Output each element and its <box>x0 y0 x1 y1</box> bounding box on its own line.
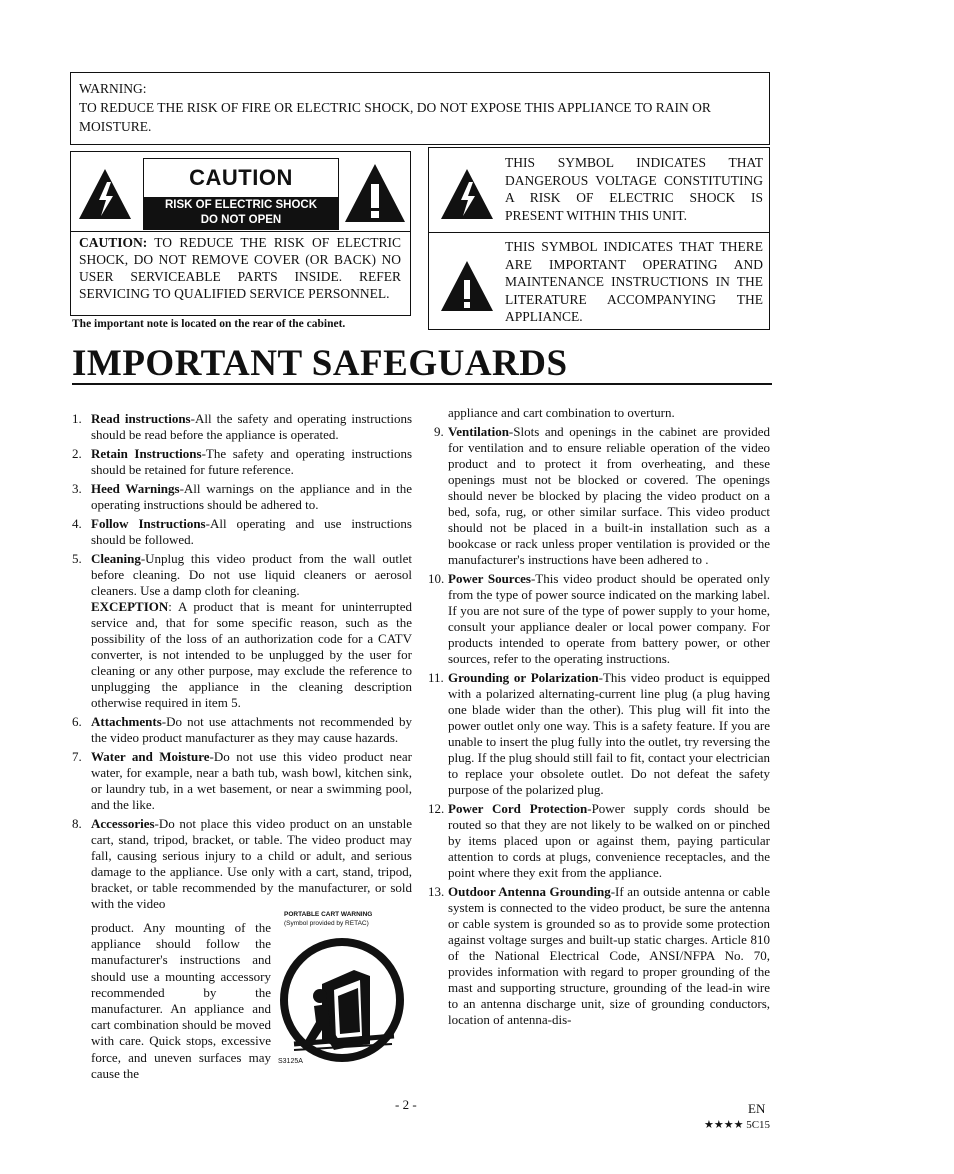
item-title: Heed Warnings <box>91 481 180 496</box>
item-text: -If an outside antenna or cable system is connected to the video product, be sure the antenna or cable system is grounded so as to provide some protection against voltage surges and built-up static charges. Article 810 of the National Electrical Code, ANSI/NFPA No. 70, provides information with regard to proper grounding of the mast and supporting structure, grounding of the lead-in wire to an antenna discharge unit, size of grounding conductors, location of antenna-dis- <box>448 884 770 1027</box>
exclamation-triangle-icon <box>343 162 407 224</box>
item8-ending: appliance and cart combination to overturn. <box>448 405 675 420</box>
lightning-triangle-icon <box>77 166 133 222</box>
list-item <box>428 571 770 667</box>
item-title: Read instructions <box>91 411 191 426</box>
item-title: Power Cord Protection <box>448 801 588 816</box>
caution-bar-line1: RISK OF ELECTRIC SHOCK <box>164 199 318 211</box>
item-number: 12. <box>428 801 445 816</box>
list-item <box>428 801 770 881</box>
item-title: Retain Instructions <box>91 446 202 461</box>
item-number: 11. <box>428 670 444 685</box>
voltage-symbol-text: THIS SYMBOL INDICATES THAT DANGEROUS VOLTAGE CONSTITUTING A RISK OF ELECTRIC SHOCK IS PRESENT WITHIN THIS UNIT. <box>505 155 763 223</box>
item-title: Attachments <box>91 714 162 729</box>
item-number: 9. <box>434 424 444 439</box>
item-text: -This video product should be operated only from the type of power source indicated on the marking label. If you are not sure of the type of power supply to your home, consult your appliance dealer or local power company. For products intended to operate from battery power, or other sources, refer to the operating instructions. <box>448 571 770 666</box>
exception-label: EXCEPTION <box>91 599 169 614</box>
item-text: -Power supply cords should be routed so that they are not likely to be walked on or pinched by items placed upon or against them, paying particular attention to cords at plugs, convenience receptacles, and the point where they exit from the appliance. <box>448 801 770 880</box>
item-text: -Do not place this video product on an unstable cart, stand, tripod, bracket, or table. The video product may fall, causing serious injury to a child or adult, and serious damage to the appliance. Use only with a cart, stand, tripod, bracket, or table recommended by the manufacturer, or sold with the video <box>91 816 412 911</box>
list-item <box>74 481 412 513</box>
cart-warning-credit: (Symbol provided by RETAC) <box>284 920 369 927</box>
list-item <box>74 551 412 711</box>
item-text: -This video product is equipped with a polarized alternating-current line plug (a plug having one blade wider than the other). This plug will fit into the power outlet only one way. This is a safety feature. If you are unable to insert the plug fully into the outlet, try reversing the plug. If the plug should still fail to fit, contact your electrician to replace your obsolete outlet. Do not defeat the safety purpose of the polarized plug. <box>448 670 770 797</box>
caution-text <box>79 234 401 302</box>
list-item <box>74 446 412 478</box>
warning-label: WARNING: <box>79 81 147 96</box>
list-item <box>74 749 412 813</box>
heading-rule <box>72 383 772 385</box>
item-title: Grounding or Polarization <box>448 670 599 685</box>
item-number: 10. <box>428 571 445 586</box>
symbol-divider <box>429 232 769 233</box>
item-text: -Unplug this video product from the wall outlet before cleaning. Do not use liquid cleaners or aerosol cleaners. Use a damp cloth for cleaning. <box>91 551 412 598</box>
item-title: Accessories <box>91 816 155 831</box>
item8-continuation: product. Any mounting of the appliance should follow the manufacturer's instructions and should use a mounting accessory recommended by the manufacturer. An appliance and cart combination should be moved with care. Quick stops, excessive force, and uneven surfaces may cause the <box>91 920 271 1081</box>
item-title: Outdoor Antenna Grounding <box>448 884 611 899</box>
item-title: Follow Instructions <box>91 516 206 531</box>
list-item <box>74 714 412 746</box>
list-item <box>428 670 770 798</box>
item-number: 13. <box>428 884 445 899</box>
right-column <box>428 405 770 1031</box>
language-code: EN <box>748 1101 766 1116</box>
item-text: -Slots and openings in the cabinet are provided for ventilation and to ensure reliable operation of the video product and to protect it from overheating, and these openings must not be blocked or covered. The openings should never be blocked by placing the video product on a bed, sofa, rug, or other similar surface. This video product should not be placed in a built-in installation such as a bookcase or rack unless proper ventilation is provided or the manufacturer's instructions have been adhered to . <box>448 424 770 567</box>
item-text: -The safety and operating instructions should be retained for future reference. <box>91 446 413 477</box>
item-text: -Do not use attachments not recommended by the video product manufacturer as they may cause hazards. <box>91 714 412 745</box>
item-text: -Do not use this video product near water, for example, near a bath tub, wash bowl, kitchen sink, or laundry tub, in a wet basement, or near a swimming pool, and the like. <box>91 749 413 812</box>
left-column <box>74 411 412 912</box>
exception-note <box>91 599 412 711</box>
caution-divider <box>71 231 410 232</box>
list-item <box>74 516 412 548</box>
caution-label <box>143 158 339 230</box>
list-item <box>434 424 770 568</box>
model-code: ★★★★ 5C15 <box>704 1119 771 1131</box>
item-text: -All the safety and operating instructions should be read before the appliance is operated. <box>91 411 413 442</box>
exception-text: : A product that is meant for uninterrupted service and, that for some specific reason, such as the possibility of the loss of an authorization code for a CATV converter, is not intended to be unplugged by the user for cleaning or any other purpose, may exclude the reference to unplugging the appliance in the cleaning description otherwise required in item 5. <box>91 599 412 710</box>
cart-code: S3125A <box>278 1058 303 1065</box>
caution-box <box>70 151 411 316</box>
instruction-symbol-text: THIS SYMBOL INDICATES THAT THERE ARE IMPORTANT OPERATING AND MAINTENANCE INSTRUCTIONS IN THE LITERATURE ACCOMPANYING THE APPLIANCE. <box>505 239 763 324</box>
item-title: Cleaning <box>91 551 141 566</box>
portable-cart-warning-icon <box>274 936 410 1066</box>
caution-bar-line2: DO NOT OPEN <box>200 214 282 226</box>
item-text: -All operating and use instructions should be followed. <box>91 516 412 547</box>
list-item <box>74 816 412 912</box>
item-number: 5. <box>72 551 82 566</box>
warning-text: TO REDUCE THE RISK OF FIRE OR ELECTRIC SHOCK, DO NOT EXPOSE THIS APPLIANCE TO RAIN OR MOISTURE. <box>79 100 711 134</box>
cart-warning-label: PORTABLE CART WARNING <box>284 911 373 918</box>
list-item <box>74 411 412 443</box>
symbol-box <box>428 147 770 330</box>
item-number: 4. <box>72 516 82 531</box>
caution-title: CAUTION <box>189 165 293 190</box>
item-title: Power Sources <box>448 571 531 586</box>
page-number: - 2 - <box>395 1097 417 1112</box>
caution-body: TO REDUCE THE RISK OF ELECTRIC SHOCK, DO NOT REMOVE COVER (OR BACK) NO USER SERVICEABLE PARTS INSIDE. REFER SERVICING TO QUALIFIED SERVICE PERSONNEL. <box>79 235 401 301</box>
item-number: 1. <box>72 411 82 426</box>
item-number: 2. <box>72 446 82 461</box>
cabinet-note: The important note is located on the rear of the cabinet. <box>72 318 346 330</box>
caution-bar <box>144 197 338 230</box>
lightning-triangle-icon <box>439 166 495 222</box>
item-number: 3. <box>72 481 82 496</box>
list-item <box>428 884 770 1028</box>
caution-lead: CAUTION: <box>79 235 148 250</box>
page-title: IMPORTANT SAFEGUARDS <box>72 343 568 384</box>
warning-box <box>70 72 770 145</box>
item-number: 8. <box>72 816 82 831</box>
item-number: 6. <box>72 714 82 729</box>
item-title: Water and Moisture <box>91 749 210 764</box>
item-number: 7. <box>72 749 82 764</box>
item-text: -All warnings on the appliance and in the operating instructions should be adhered to. <box>91 481 412 512</box>
exclamation-triangle-icon <box>439 258 495 314</box>
item-title: Ventilation <box>448 424 509 439</box>
